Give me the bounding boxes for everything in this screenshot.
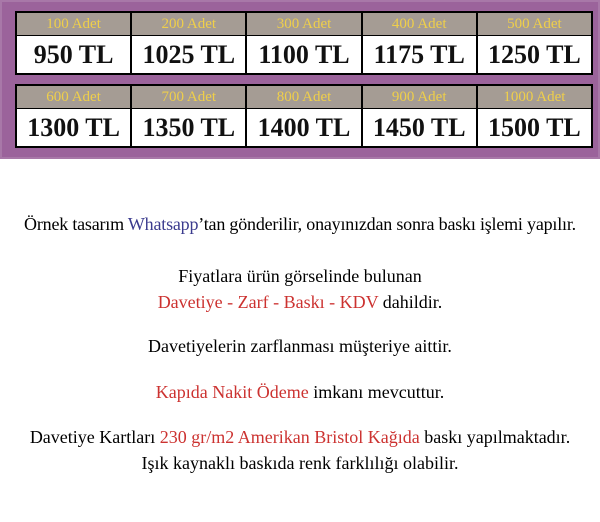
quantity-header-cell: 600 Adet xyxy=(17,86,130,108)
note-line-envelope-responsibility xyxy=(0,333,600,359)
note-line-included-items xyxy=(0,289,600,315)
paper-type-highlight: 230 gr/m2 Amerikan Bristol Kağıda xyxy=(159,427,420,447)
cash-on-delivery-highlight: Kapıda Nakit Ödeme xyxy=(155,382,309,402)
price-cell: 1350 TL xyxy=(130,109,245,146)
price-cell: 1300 TL xyxy=(17,109,130,146)
price-row xyxy=(17,36,591,73)
note-text: imkanı mevcuttur. xyxy=(308,382,445,402)
price-cell: 1400 TL xyxy=(245,109,360,146)
note-text: dahildir. xyxy=(378,292,443,312)
note-line-paper-type xyxy=(0,424,600,450)
quantity-header-cell: 800 Adet xyxy=(245,86,360,108)
note-text: ’tan gönderilir, onayınızdan sonra baskı işlemi yapılır. xyxy=(198,214,576,234)
price-cell: 950 TL xyxy=(17,36,130,73)
note-text: Örnek tasarım xyxy=(24,214,128,234)
purple-banner xyxy=(0,0,600,159)
note-line-color-difference xyxy=(0,450,600,476)
price-cell: 1025 TL xyxy=(130,36,245,73)
price-cell: 1175 TL xyxy=(361,36,476,73)
price-cell: 1450 TL xyxy=(361,109,476,146)
whatsapp-label: Whatsapp xyxy=(127,214,199,234)
quantity-header-row xyxy=(17,13,591,36)
note-line-cash-on-delivery xyxy=(0,379,600,405)
price-table-600-1000 xyxy=(15,84,593,148)
note-text: Davetiye Kartları xyxy=(29,427,160,447)
price-table-100-500 xyxy=(15,11,593,75)
note-line-design-approval xyxy=(0,211,600,237)
note-text: Işık kaynaklı baskıda renk farklılığı olabilir. xyxy=(141,453,459,473)
price-row xyxy=(17,109,591,146)
price-cell: 1100 TL xyxy=(245,36,360,73)
notes-section xyxy=(0,159,600,476)
note-line-prices-include-intro xyxy=(0,263,600,289)
quantity-header-cell: 900 Adet xyxy=(361,86,476,108)
quantity-header-cell: 100 Adet xyxy=(17,13,130,35)
quantity-header-row xyxy=(17,86,591,109)
included-items-highlight: Davetiye - Zarf - Baskı - KDV xyxy=(157,292,379,312)
quantity-header-cell: 300 Adet xyxy=(245,13,360,35)
quantity-header-cell: 200 Adet xyxy=(130,13,245,35)
quantity-header-cell: 1000 Adet xyxy=(476,86,591,108)
price-cell: 1250 TL xyxy=(476,36,591,73)
price-cell: 1500 TL xyxy=(476,109,591,146)
note-text: baskı yapılmaktadır. xyxy=(419,427,571,447)
note-text: Davetiyelerin zarflanması müşteriye aittir. xyxy=(148,336,452,356)
note-text: Fiyatlara ürün görselinde bulunan xyxy=(178,266,422,286)
quantity-header-cell: 700 Adet xyxy=(130,86,245,108)
quantity-header-cell: 500 Adet xyxy=(476,13,591,35)
quantity-header-cell: 400 Adet xyxy=(361,13,476,35)
